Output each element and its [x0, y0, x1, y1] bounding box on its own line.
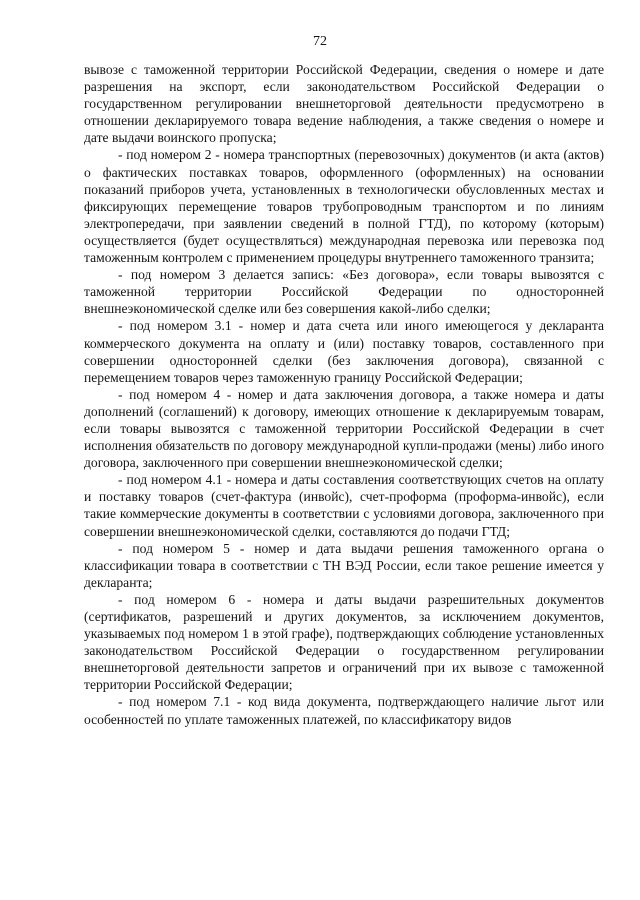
- paragraph-item-3: - под номером 3 делается запись: «Без договора», если товары вывозятся с таможенной территории Российской Федерации по односторонней внешнеэкономической сделке или без совершения какой-либо сделки;: [84, 267, 604, 317]
- paragraph-continuation: вывозе с таможенной территории Российской Федерации, сведения о номере и дате разрешения на экспорт, если законодательством Российской Федерации о государственном регулировании внешнеторговой деятельности предусмотрено в отношении декларируемого товара ведение наблюдения, а также сведения о номере и дате выдачи воинского пропуска;: [84, 62, 604, 146]
- document-body: [84, 61, 604, 728]
- paragraph-item-4-1: - под номером 4.1 - номера и даты составления соответствующих счетов на оплату и поставку товаров (счет-фактура (инвойс), счет-проформа (проформа-инвойс), если такие коммерческие документы в соответствии с условиями договора, заключенного при совершении внешнеэкономической сделки, составляются до подачи ГТД;: [84, 472, 604, 539]
- paragraph-item-4: - под номером 4 - номер и дата заключения договора, а также номера и даты дополнений (соглашений) к договору, имеющих отношение к декларируемым товарам, если товары вывозятся с таможенной территории Российской Федерации в счет исполнения обязательств по договору международной купли-продажи (мены) либо иного договора, заключенного при совершении внешнеэкономической сделки;: [84, 386, 604, 471]
- page-number: 72: [313, 34, 327, 49]
- paragraph-item-3-1: - под номером 3.1 - номер и дата счета или иного имеющегося у декларанта коммерческого документа на оплату и (или) поставку товаров, составленного при совершении односторонней сделки (без заключения договора), связанной с перемещением товаров через таможенную границу Российской Федерации;: [84, 318, 604, 385]
- paragraph-item-6: - под номером 6 - номера и даты выдачи разрешительных документов (сертификатов, разрешений и других документов, за исключением документов, указываемых под номером 1 в этой графе), подтверждающих соблюдение установленных законодательством Российской Федерации о государственном регулировании внешнеторговой деятельности запретов и ограничений при их вывозе с таможенной территории Российской Федерации;: [84, 591, 604, 693]
- paragraph-item-2: - под номером 2 - номера транспортных (перевозочных) документов (и акта (актов) о фактических поставках товаров, оформленного (оформленных) на основании показаний приборов учета, установленных в технологически обусловленных местах и фиксирующих перемещение товаров трубопроводным транспортом и по линиям электропередачи, при заявлении сведений в полной ГТД), по которому (которым) осуществляется (будет осуществляться) международная перевозка или перевозка под таможенным контролем с применением процедуры внутреннего таможенного транзита;: [84, 147, 604, 266]
- paragraph-item-7-1: - под номером 7.1 - код вида документа, подтверждающего наличие льгот или особенностей по уплате таможенных платежей, по классификатору видов: [84, 694, 604, 727]
- paragraph-item-5: - под номером 5 - номер и дата выдачи решения таможенного органа о классификации товара в соответствии с ТН ВЭД России, если такое решение имеется у декларанта;: [84, 540, 604, 590]
